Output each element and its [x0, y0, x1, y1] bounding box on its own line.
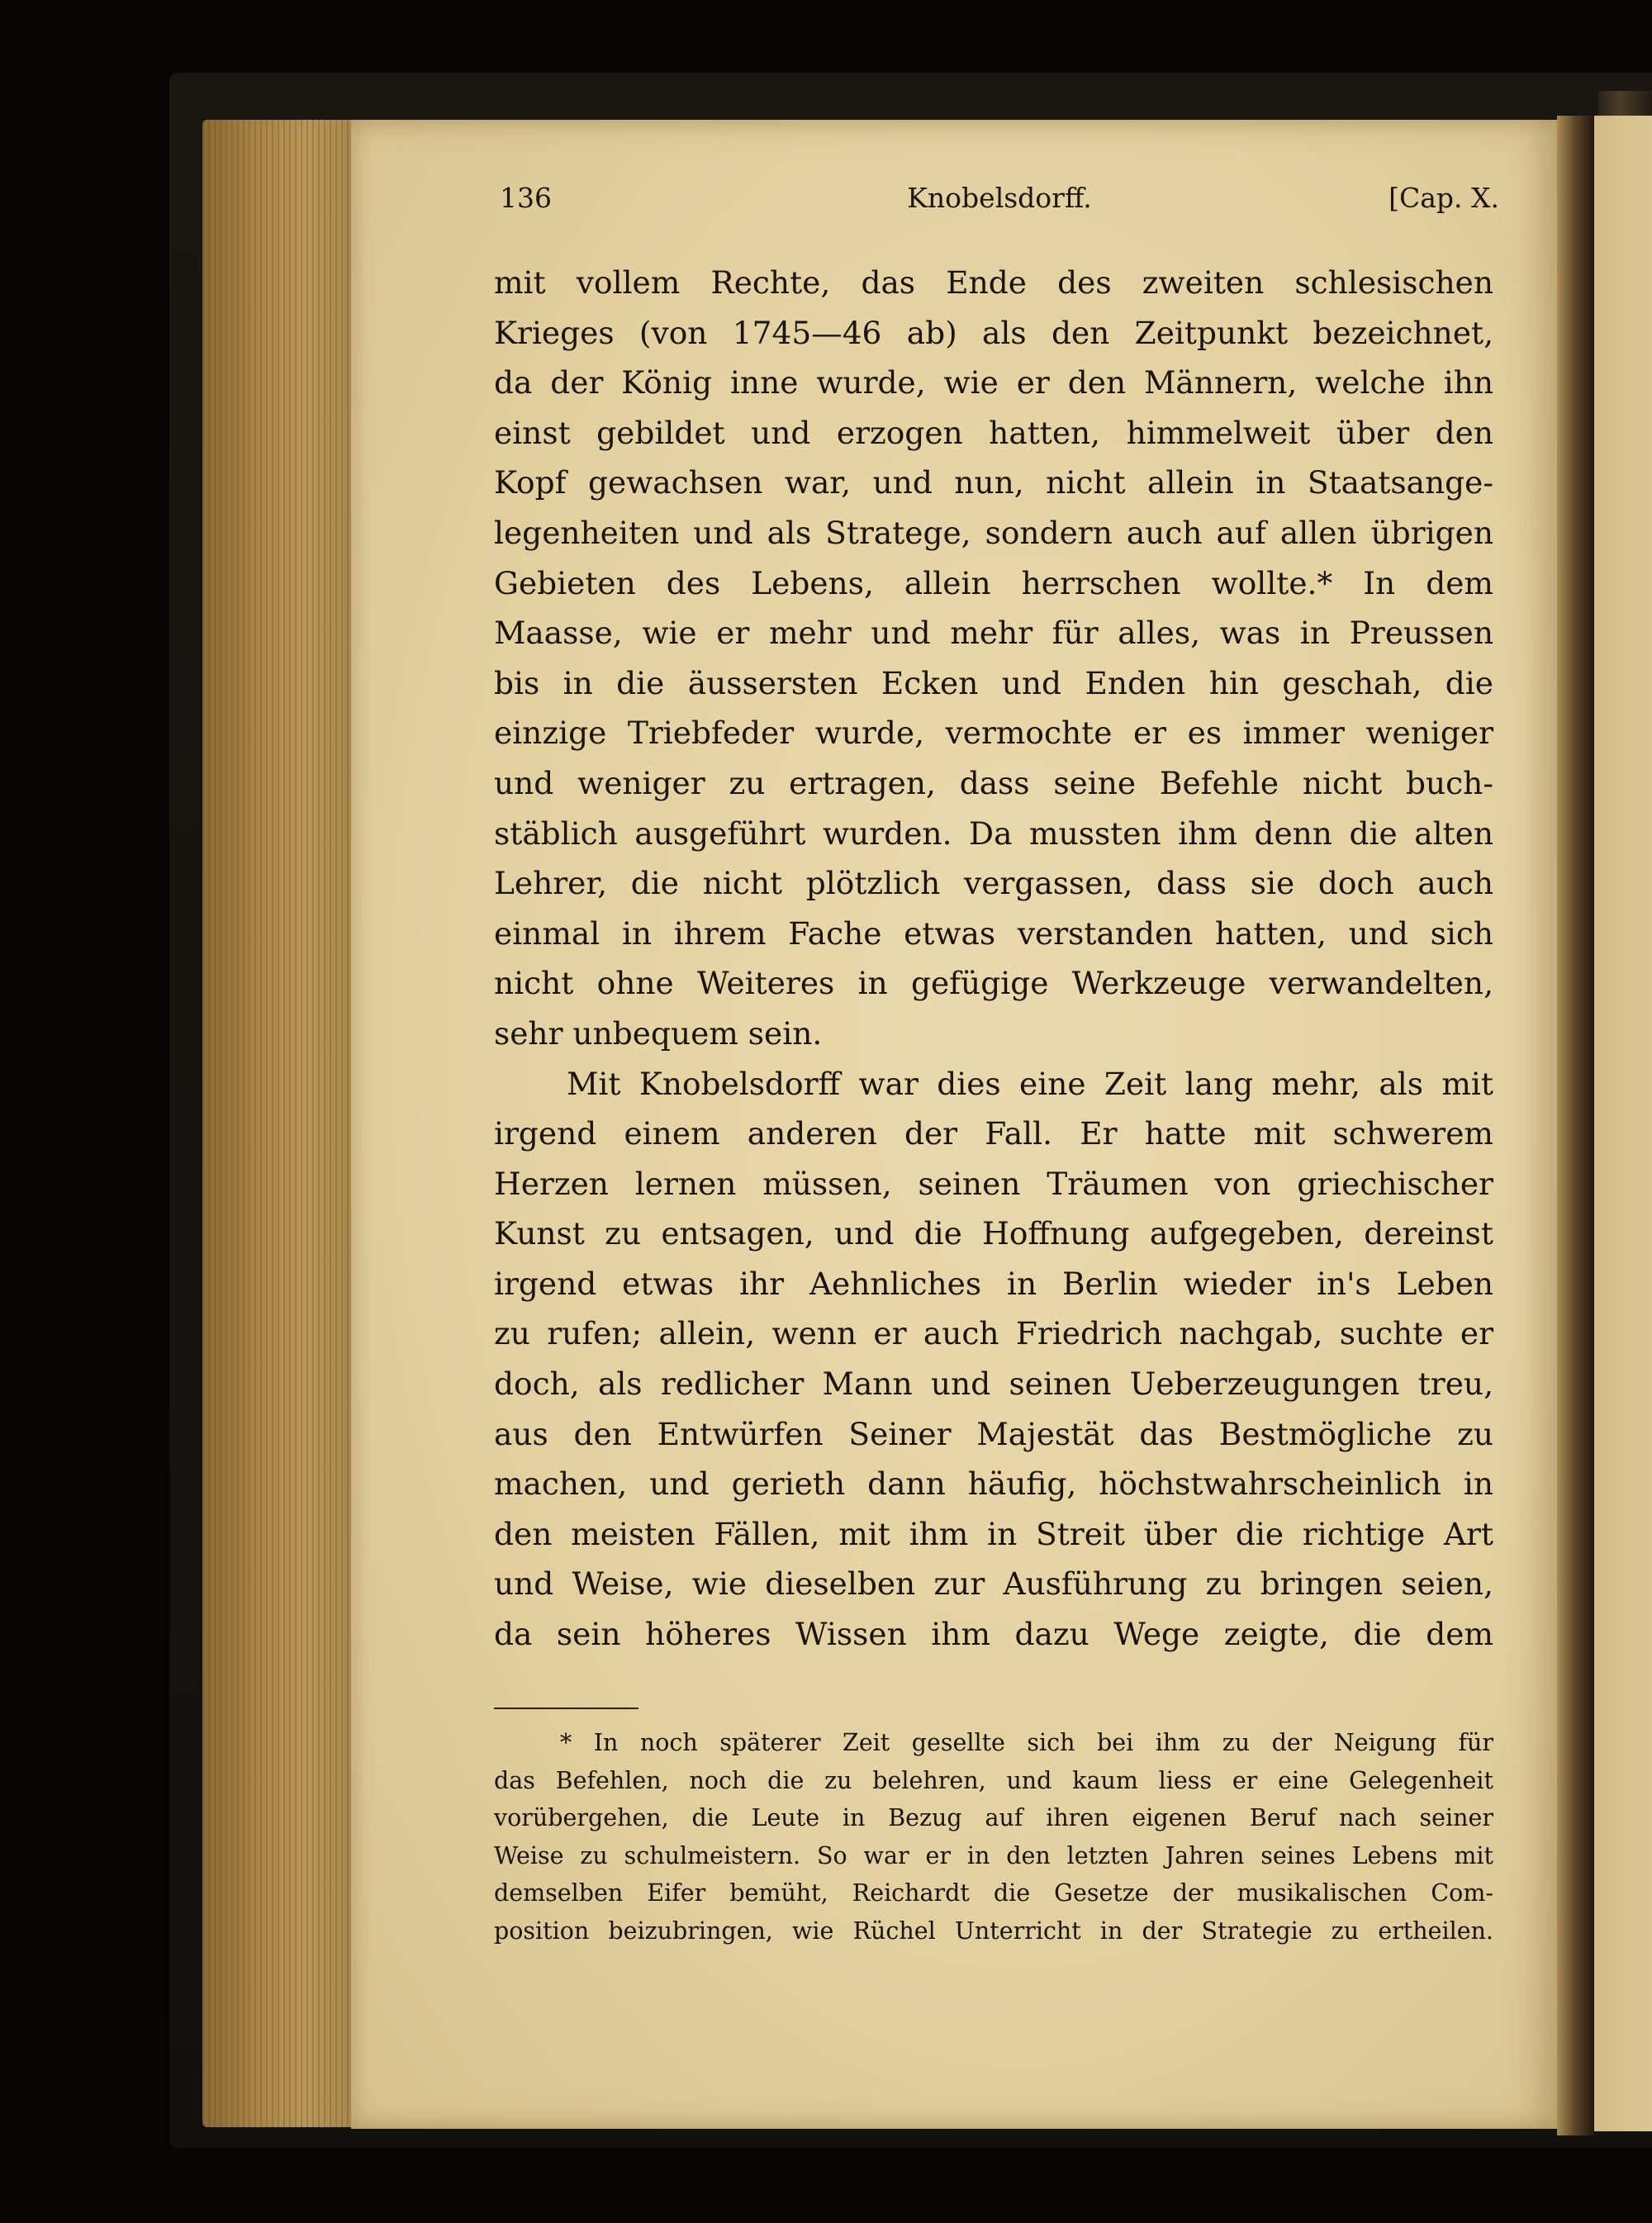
text-line: nicht ohne Weiteres in gefügige Werkzeuge verwandelten, [494, 965, 1493, 1002]
footnote-line: das Befehlen, noch die zu belehren, und kaum liess er eine Gelegenheit [494, 1766, 1493, 1794]
text-line: da der König inne wurde, wie er den Männern, welche ihn [494, 364, 1493, 401]
text-line: legenheiten und als Stratege, sondern auch auf allen übrigen [494, 514, 1493, 551]
running-title: Knobelsdorff. [907, 182, 1092, 214]
footnote-line: Weise zu schulmeistern. So war er in den letzten Jahren seines Lebens mit [494, 1841, 1493, 1869]
page-number: 136 [500, 182, 552, 214]
text-line: irgend einem anderen der Fall. Er hatte mit schwerem [494, 1115, 1493, 1152]
page-header [500, 182, 1499, 223]
text-line: einzige Triebfeder wurde, vermochte er es immer weniger [494, 715, 1493, 752]
text-line: doch, als redlicher Mann und seinen Ueberzeugungen treu, [494, 1366, 1493, 1403]
text-line: aus den Entwürfen Seiner Majestät das Bestmögliche zu [494, 1415, 1493, 1452]
body-text [494, 258, 1493, 1660]
facing-page-edge [1594, 116, 1652, 2131]
chapter-reference: [Cap. X. [1389, 182, 1499, 214]
text-line: Kopf gewachsen war, und nun, nicht allein in Staatsange- [494, 464, 1493, 501]
footnote-line: position beizubringen, wie Rüchel Unterricht in der Strategie zu ertheilen. [494, 1917, 1493, 1945]
text-line: und weniger zu ertragen, dass seine Befehle nicht buch- [494, 764, 1493, 801]
footnote-line: demselben Eifer bemüht, Reichardt die Gesetze der musikalischen Com- [494, 1879, 1493, 1907]
text-line: stäblich ausgeführt wurden. Da mussten ihm denn die alten [494, 815, 1493, 852]
text-line: sehr unbequem sein. [494, 1014, 823, 1052]
text-line: bis in die äussersten Ecken und Enden hin geschah, die [494, 664, 1493, 701]
footnote-divider [494, 1708, 638, 1709]
text-line: machen, und gerieth dann häufig, höchstwahrscheinlich in [494, 1465, 1493, 1503]
text-line: Gebieten des Lebens, allein herrschen wollte.* In dem [494, 564, 1493, 601]
text-line: Krieges (von 1745—46 ab) als den Zeitpunkt bezeichnet, [494, 314, 1493, 351]
text-line: Kunst zu entsagen, und die Hoffnung aufgegeben, dereinst [494, 1215, 1493, 1252]
text-line: und Weise, wie dieselben zur Ausführung zu bringen seien, [494, 1565, 1493, 1603]
text-line: da sein höheres Wissen ihm dazu Wege zeigte, die dem [494, 1616, 1493, 1653]
page-block-edges [202, 120, 351, 2127]
footnote-line: vorübergehen, die Leute in Bezug auf ihren eigenen Beruf nach seiner [494, 1804, 1493, 1832]
text-line: Herzen lernen müssen, seinen Träumen von griechischer [494, 1165, 1493, 1202]
text-line: zu rufen; allein, wenn er auch Friedrich nachgab, suchte er [494, 1315, 1493, 1352]
footnote-line: * In noch späterer Zeit gesellte sich bei ihm zu der Neigung für [560, 1729, 1493, 1756]
text-line: Lehrer, die nicht plötzlich vergassen, dass sie doch auch [494, 865, 1493, 902]
text-line: Mit Knobelsdorff war dies eine Zeit lang mehr, als mit [567, 1065, 1493, 1102]
text-line: irgend etwas ihr Aehnliches in Berlin wieder in's Leben [494, 1265, 1493, 1302]
text-line: einmal in ihrem Fache etwas verstanden hatten, und sich [494, 914, 1493, 952]
book-gutter [1557, 116, 1594, 2135]
text-line: einst gebildet und erzogen hatten, himmelweit über den [494, 414, 1493, 451]
footnote [494, 1724, 1493, 1950]
text-line: Maasse, wie er mehr und mehr für alles, was in Preussen [494, 615, 1493, 652]
text-line: den meisten Fällen, mit ihm in Streit über die richtige Art [494, 1515, 1493, 1552]
text-line: mit vollem Rechte, das Ende des zweiten schlesischen [494, 264, 1493, 301]
